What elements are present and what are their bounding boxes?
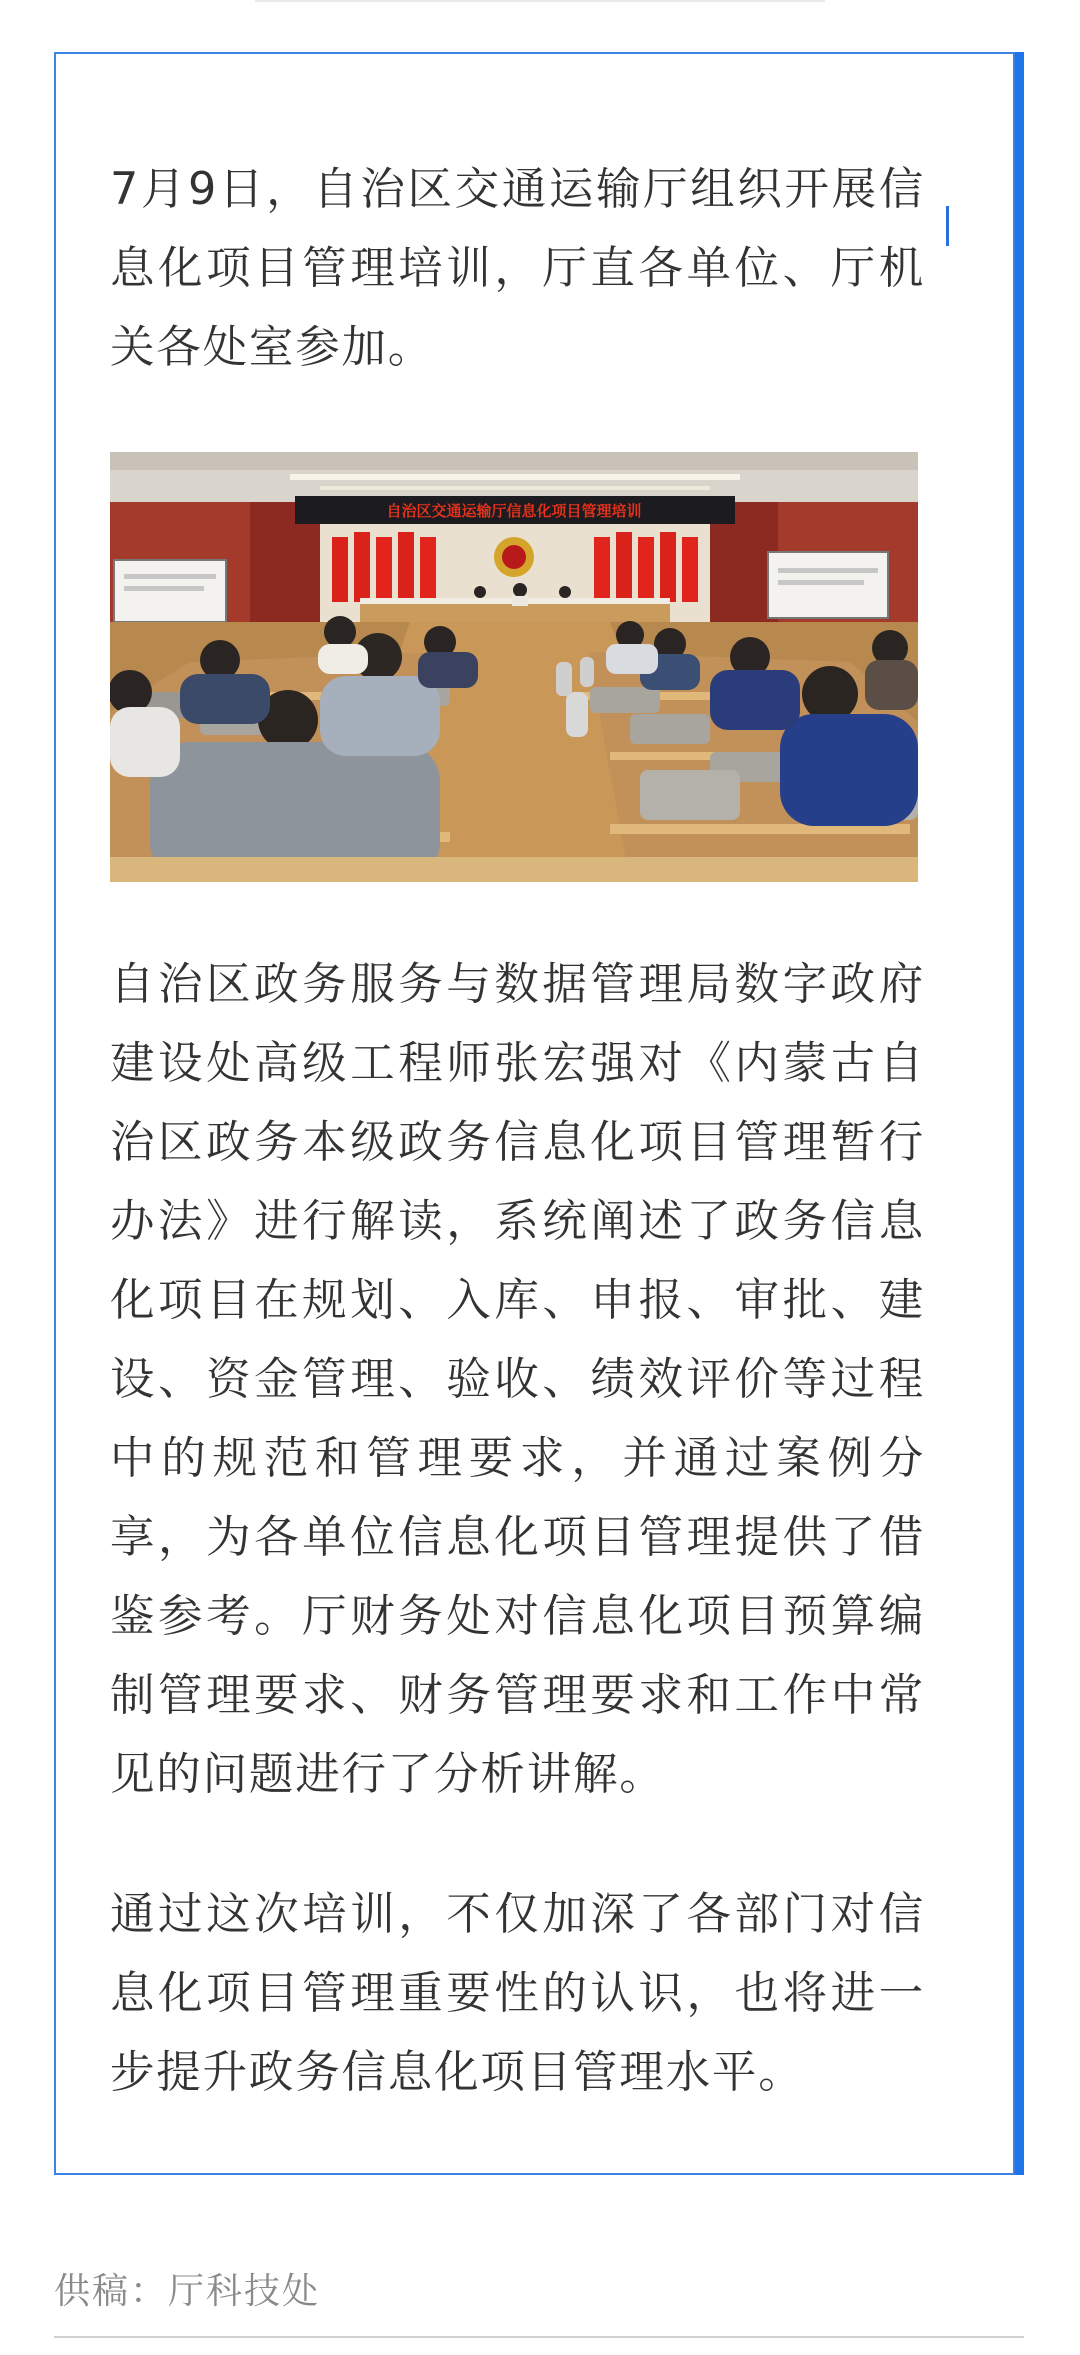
accent-bar — [1015, 52, 1024, 2175]
meeting-banner-text: 自治区交通运输厅信息化项目管理培训 — [386, 502, 642, 520]
article-paragraph-1: 7月9日，自治区交通运输厅组织开展信息化项目管理培训，厅直各单位、厅机关各处室参加。 — [110, 164, 925, 373]
bottom-divider — [54, 2336, 1024, 2338]
article-paragraph-3: 通过这次培训，不仅加深了各部门对信息化项目管理重要性的认识，也将进一步提升政务信息化项目管理水平。 — [110, 1889, 925, 2098]
meeting-photo[interactable] — [110, 452, 918, 882]
article-paragraph-2: 自治区政务服务与数据管理局数字政府建设处高级工程师张宏强对《内蒙古自治区政务本级政务信息化项目管理暂行办法》进行解读，系统阐述了政务信息化项目在规划、入库、申报、审批、建设、资金管理、验收、绩效评价等过程中的规范和管理要求，并通过案例分享，为各单位信息化项目管理提供了借鉴参考。厅财务处对信息化项目预算编制管理要求、财务管理要求和工作中常见的问题进行了分析讲解。 — [110, 959, 925, 1800]
text-cursor-icon — [946, 206, 949, 246]
source-credit: 供稿：厅科技处 — [54, 2271, 321, 2312]
meeting-photo-illustration — [110, 452, 918, 882]
top-divider — [255, 0, 825, 2]
